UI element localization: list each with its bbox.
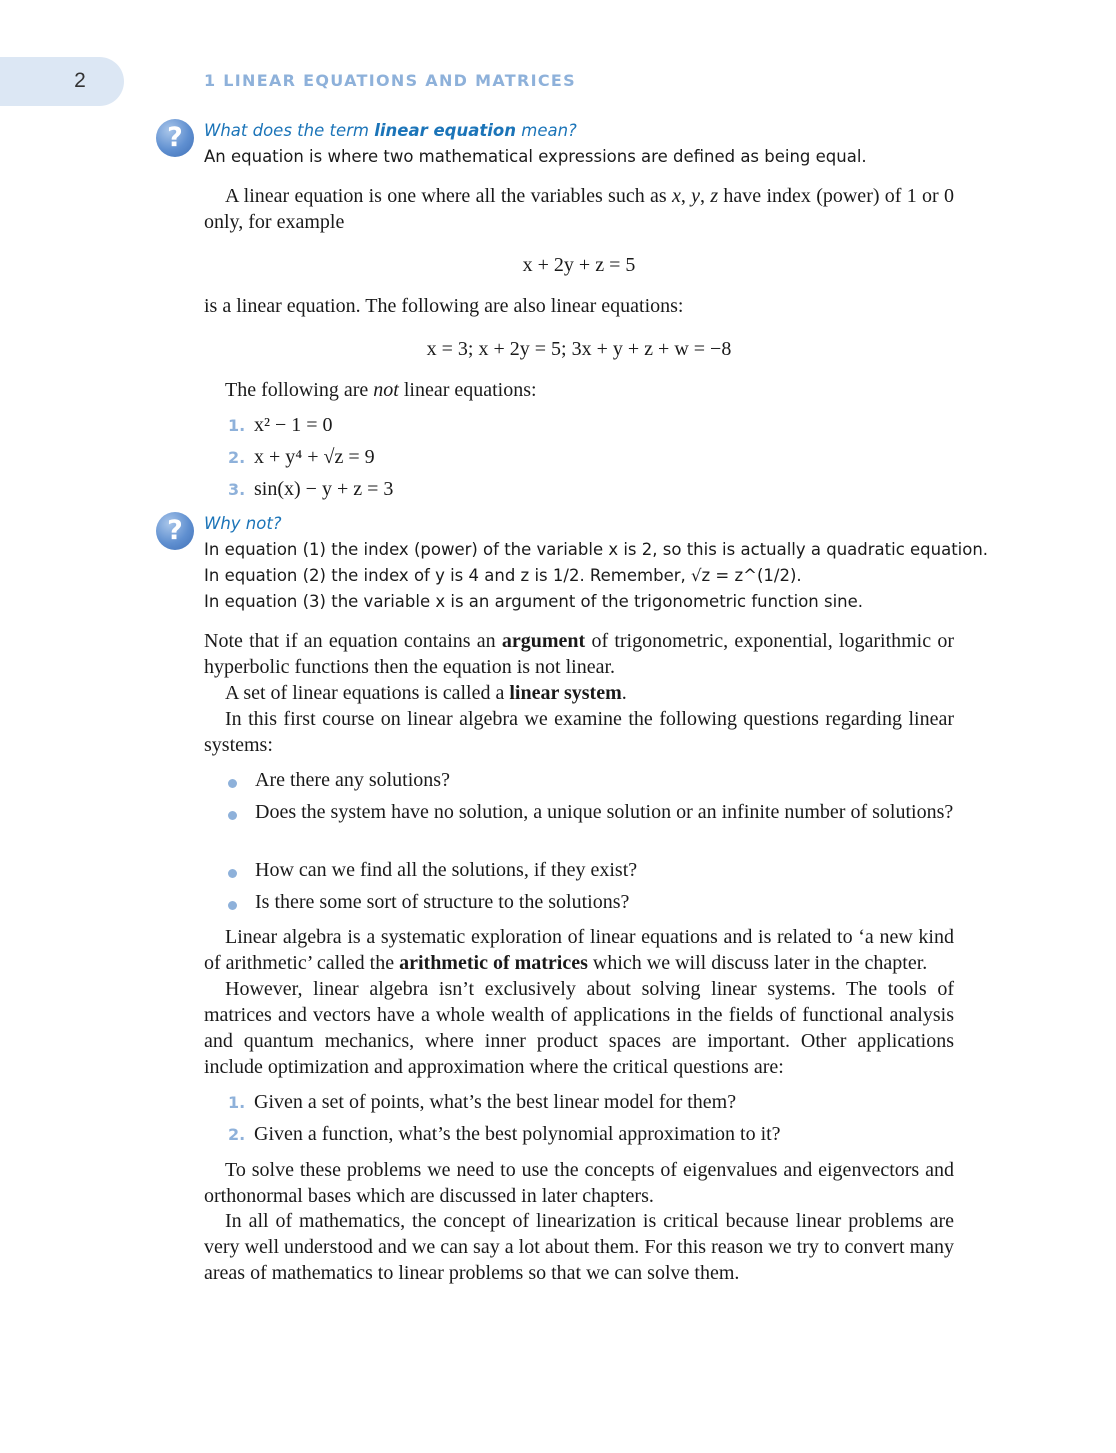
question-answer: An equation is where two mathematical expressions are defined as being equal. [204, 147, 867, 166]
equation-list: x = 3; x + 2y = 5; 3x + y + z + w = −8 [426, 338, 732, 360]
paragraph-not-linear: The following are not linear equations: [225, 379, 537, 401]
explanation-line: In equation (1) the index (power) of the variable x is 2, so this is actually a quadratic equation. [204, 540, 989, 559]
list-item: Are there any solutions? [255, 769, 450, 791]
question-title: Why not? [204, 514, 282, 533]
paragraph-linear-definition: A linear equation is one where all the variables such as x, y, z have index (power) of 1 or 0 only, for example [204, 185, 954, 233]
paragraph-linear-system: A set of linear equations is called a linear system. [225, 682, 627, 704]
running-head: 1 LINEAR EQUATIONS AND MATRICES [204, 71, 576, 90]
paragraph-course: In this first course on linear algebra we examine the following questions regarding linear systems: [204, 708, 954, 756]
list-item: 2. Given a function, what’s the best polynomial approximation to it? [228, 1123, 781, 1145]
explanation-line: In equation (2) the index of y is 4 and z is 1/2. Remember, √z = z^(1/2). [204, 566, 802, 585]
paragraph-however: However, linear algebra isn’t exclusively about solving linear systems. The tools of matrices and vectors have a whole wealth of applications in the fields of functional analysis and quantum mechanics, where inner product spaces are important. Other applications include optimization and approximation where the critical questions are: [204, 978, 954, 1078]
list-item: How can we find all the solutions, if they exist? [255, 859, 638, 881]
question-mark-icon: ? [156, 119, 194, 157]
paragraph-arithmetic: Linear algebra is a systematic exploration of linear equations and is related to ‘a new kind of arithmetic’ called the arithmetic of matrices which we will discuss later in the chapter. [204, 926, 954, 974]
bullet-icon [228, 779, 237, 788]
list-item: 3. sin(x) − y + z = 3 [228, 478, 394, 500]
bullet-icon [228, 901, 237, 910]
paragraph-note: Note that if an equation contains an argument of trigonometric, exponential, logarithmic or hyperbolic functions then the equation is not linear. [204, 630, 954, 678]
question-title: What does the term linear equation mean? [204, 121, 577, 140]
paragraph-linearization: In all of mathematics, the concept of linearization is critical because linear problems are very well understood and we can say a lot about them. For this reason we try to convert many areas of mathematics to linear problems so that we can solve them. [204, 1210, 954, 1284]
list-item: Does the system have no solution, a unique solution or an infinite number of solutions? [255, 801, 954, 823]
bullet-icon [228, 811, 237, 820]
page-number: 2 [74, 69, 86, 92]
list-item: 1. Given a set of points, what’s the best linear model for them? [228, 1091, 737, 1113]
bullet-icon [228, 869, 237, 878]
paragraph-also-linear: is a linear equation. The following are also linear equations: [204, 295, 684, 317]
paragraph-solve: To solve these problems we need to use the concepts of eigenvalues and eigenvectors and orthonormal bases which are discussed in later chapters. [204, 1159, 954, 1207]
question-mark-icon: ? [156, 512, 194, 550]
explanation-line: In equation (3) the variable x is an argument of the trigonometric function sine. [204, 592, 864, 611]
list-item: 1. x² − 1 = 0 [228, 414, 333, 436]
equation-example: x + 2y + z = 5 [522, 254, 636, 276]
list-item: Is there some sort of structure to the solutions? [255, 891, 630, 913]
list-item: 2. x + y⁴ + √z = 9 [228, 446, 375, 468]
